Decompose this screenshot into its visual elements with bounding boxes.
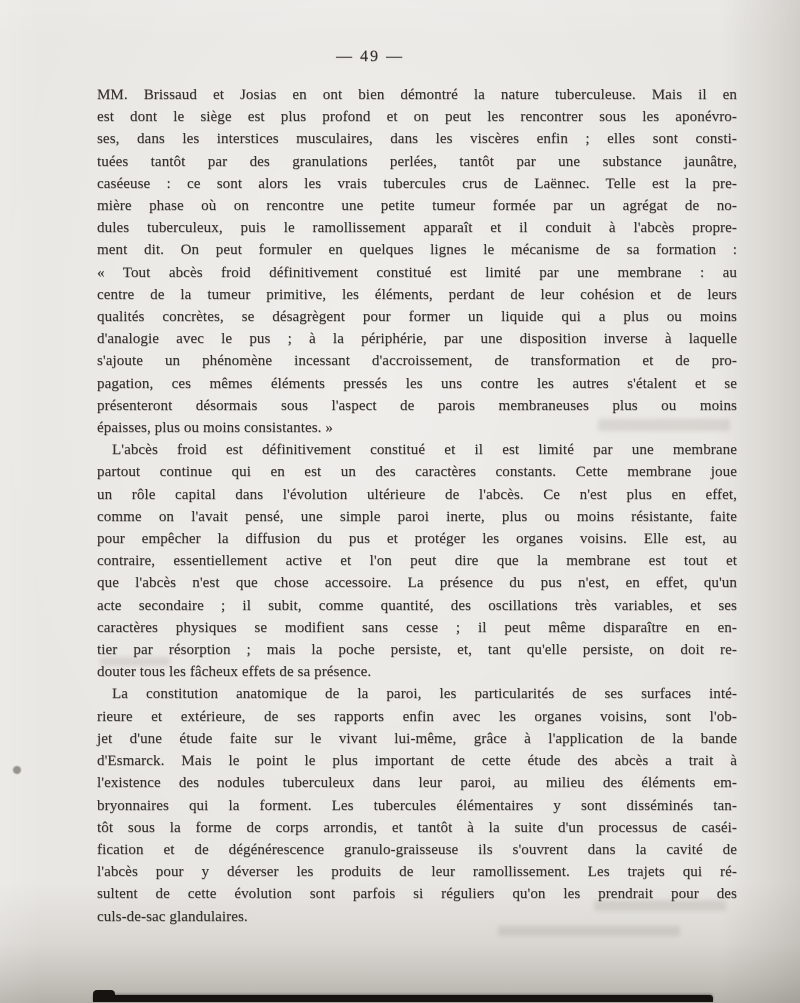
paragraph: [97, 683, 737, 927]
text-line: partout continue qui en est un des caractères constants. Cette membrane joue: [97, 464, 737, 481]
text-line: sultent de cette évolution sont parfois si réguliers qu'on les prendrait pour des: [97, 886, 737, 903]
text-line: s'ajoute un phénomène incessant d'accroissement, de transformation et de pro-: [97, 353, 737, 370]
text-line: La constitution anatomique de la paroi, les particularités de ses surfaces inté-: [112, 686, 737, 703]
scan-speck: [13, 766, 21, 774]
text-line: d'Esmarck. Mais le point le plus important de cette étude des abcès a trait à: [97, 753, 737, 770]
text-line: est dont le siège est plus profond et on peut les rencontrer sous les aponévro-: [97, 109, 737, 126]
text-line: tôt sous la forme de corps arrondis, et tantôt à la suite d'un processus de caséi-: [97, 819, 737, 836]
paragraph: [97, 84, 737, 439]
text-line: l'existence des nodules tuberculeux dans leur paroi, au milieu des éléments em-: [97, 775, 737, 792]
text-line: épaisses, plus ou moins consistantes. »: [97, 420, 333, 437]
text-line: « Tout abcès froid définitivement constitué est limité par une membrane : au: [97, 264, 737, 281]
text-line: caséeuse : ce sont alors les vrais tubercules crus de Laënnec. Telle est la pre-: [97, 175, 737, 192]
text-line: MM. Brissaud et Josias en ont bien démontré la nature tuberculeuse. Mais il en: [97, 87, 737, 103]
paragraph: [97, 439, 737, 683]
text-line: contraire, essentiellement active et l'on peut dire que la membrane est tout et: [97, 553, 737, 570]
text-block: [97, 84, 737, 928]
text-line: centre de la tumeur primitive, les éléments, perdant de leur cohésion et de leurs: [97, 286, 737, 303]
text-line: L'abcès froid est définitivement constitué et il est limité par une membrane: [112, 442, 737, 459]
text-line: rieure et extérieure, de ses rapports enfin avec les organes voisins, sont l'ob-: [97, 708, 737, 725]
text-line: mière phase où on rencontre une petite tumeur formée par un agrégat de no-: [97, 198, 737, 215]
text-line: tuées tantôt par des granulations perlées, tantôt par une substance jaunâtre,: [97, 153, 737, 170]
text-line: culs-de-sac glandulaires.: [97, 908, 248, 925]
text-line: comme on l'avait pensé, une simple paroi inerte, plus ou moins résistante, faite: [97, 508, 737, 525]
text-line: pour empêcher la diffusion du pus et protéger les organes voisins. Elle est, au: [97, 531, 737, 548]
text-line: ses, dans les interstices musculaires, dans les viscères enfin ; elles sont consti-: [97, 131, 737, 148]
text-line: jet d'une étude faite sur le vivant lui-même, grâce à l'application de la bande: [97, 730, 737, 747]
text-line: l'abcès pour y déverser les produits de leur ramollissement. Les trajets qui ré-: [97, 864, 737, 881]
text-line: tier par résorption ; mais la poche persiste, et, tant qu'elle persiste, on doit re-: [97, 642, 737, 659]
text-line: qualités concrètes, se désagrègent pour former un liquide qui a plus ou moins: [97, 309, 737, 326]
text-line: d'analogie avec le pus ; à la périphérie, par une disposition inverse à laquelle: [97, 331, 737, 348]
text-line: acte secondaire ; il subit, comme quantité, des oscillations très variables, et ses: [97, 597, 737, 614]
text-line: douter tous les fâcheux effets de sa présence.: [97, 664, 372, 681]
text-line: bryonnaires qui la forment. Les tubercules élémentaires y sont disséminés tan-: [97, 797, 737, 814]
text-line: que l'abcès n'est que chose accessoire. La présence du pus n'est, en effet, qu'un: [97, 575, 737, 592]
text-line: pagation, ces mêmes éléments pressés les uns contre les autres s'étalent et se: [97, 375, 737, 392]
text-line: dules tuberculeux, puis le ramollissement apparaît et il conduit à l'abcès propre-: [97, 220, 737, 237]
text-line: présenteront désormais sous l'aspect de parois membraneuses plus ou moins: [97, 397, 737, 414]
text-line: ment dit. On peut formuler en quelques lignes le mécanisme de sa formation :: [97, 242, 737, 259]
text-line: fication et de dégénérescence granulo-graisseuse ils s'ouvrent dans la cavité de: [97, 841, 737, 858]
text-line: un rôle capital dans l'évolution ultérieure de l'abcès. Ce n'est plus en effet,: [97, 486, 737, 503]
text-line: caractères physiques se modifient sans cesse ; il peut même disparaître en en-: [97, 619, 737, 636]
page-bottom-shadow: [0, 943, 800, 1003]
page-number: — 49 —: [336, 48, 404, 65]
scan-edge-shadow: [93, 995, 713, 1002]
